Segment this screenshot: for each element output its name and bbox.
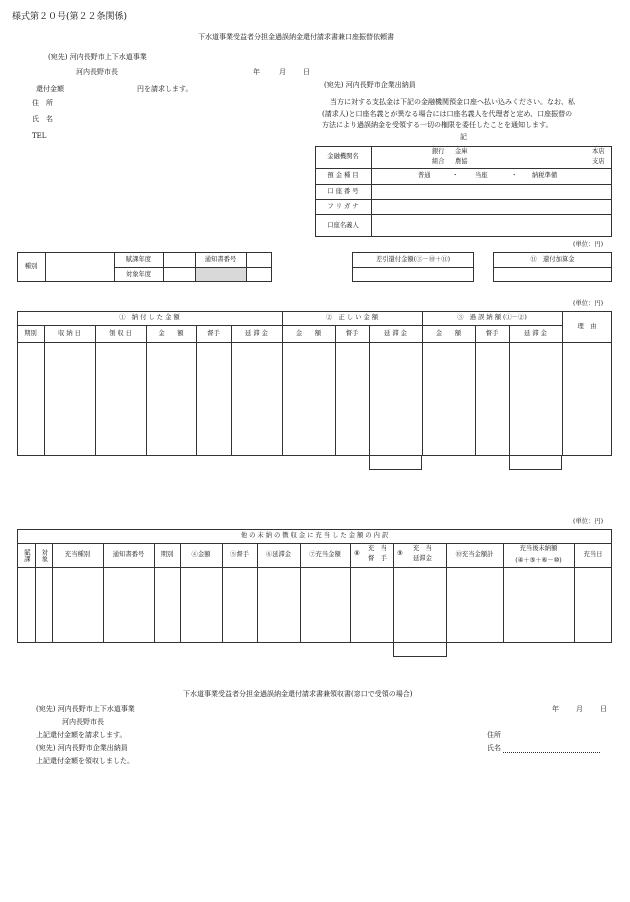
h2-entai: ⑥延滞金 (265, 551, 292, 559)
h-tokusoku-2: 督手 (345, 329, 359, 337)
cashier-to: (宛先) 河内長野市企業出納員 (324, 81, 416, 89)
fuka-nendo-label: 賦課年度 (125, 255, 152, 263)
notice-line-3: 方法により過誤納金を受領する一切の権限を委任したことを通知します。 (322, 121, 553, 129)
h2-9-c: 延滞金 (413, 555, 432, 562)
receipt-name-line (503, 752, 600, 753)
group-paid: ① 納 付 し た 金 額 (119, 314, 180, 322)
addressee-to: (宛先) 河内長野市上下水道事業 (48, 53, 147, 61)
shubetsu-label: 種別 (24, 263, 38, 271)
h2-juto: ⑦充当金額 (309, 551, 341, 559)
table1-subtotal (369, 455, 422, 470)
notice-line-1: 当方に対する支払金は下記の金融機関預金口座へ払い込みください。なお、私 (330, 98, 575, 106)
applicant-tel: TEL (32, 132, 47, 140)
account-no-label: 口 座 番 号 (327, 187, 359, 195)
unit-label-3: (単位：円) (573, 518, 604, 525)
receipt-line2: 上記還付金額を領収しました。 (36, 757, 134, 765)
h-nofu: 収 納 日 (58, 329, 81, 337)
h2-9-num: ⑨ (397, 550, 403, 557)
h2-9-b: 充 当 (413, 545, 432, 552)
ki-label: 記 (460, 133, 467, 141)
date-day: 日 (303, 68, 310, 76)
h-entai-2: 延 滞 金 (384, 329, 407, 337)
receipt-line1: 上記還付金額を請求します。 (36, 731, 127, 739)
date-month: 月 (279, 68, 286, 76)
receipt-mayor: 河内長野市長 (62, 718, 104, 726)
receipt-name: 氏名 (487, 744, 501, 752)
receipt-to: (宛先) 河内長野市上下水道事業 (36, 705, 135, 713)
sashihiki-label: 差引還付金額(③－⑩＋⑪) (375, 255, 451, 263)
receipt-address: 住所 (487, 731, 501, 739)
h2-no: 通知書番号 (112, 551, 145, 559)
h-entai-3: 延 滞 金 (524, 329, 547, 337)
bank-honten: 本店 (592, 148, 605, 155)
refund-suffix: 円を請求します。 (137, 85, 193, 93)
h2-8-c: 督 手 (368, 555, 387, 562)
kasan-label: ⑪ 還付加算金 (530, 255, 575, 263)
addressee-mayor: 河内長野市長 (76, 68, 118, 76)
applicant-name: 氏 名 (32, 115, 53, 123)
bank-type-bank: 銀行 (432, 148, 445, 155)
h-kingaku-1: 金 額 (158, 329, 184, 337)
h-tokusoku-1: 督手 (207, 329, 220, 337)
h2-kibetsu: 期別 (160, 551, 174, 559)
h2-8-num: ⑧ (354, 550, 360, 557)
h-entai-1: 延 滞 金 (245, 329, 268, 337)
unit-label-1: (単位：円) (573, 241, 604, 248)
h2-kingaku: ④金額 (191, 551, 211, 559)
applicant-address: 住 所 (32, 99, 53, 107)
unit-label-2: (単位：円) (573, 300, 604, 307)
sep-2: ・ (511, 172, 518, 179)
h-tokusoku-3: 督手 (485, 329, 499, 337)
tsuchi-no-label: 通知書番号 (204, 255, 237, 263)
receipt-year: 年 (552, 705, 559, 713)
form-title: 下水道事業受益者分担金過誤納金還付請求書兼口座振替依頼書 (198, 33, 394, 41)
receipt-day: 日 (600, 705, 607, 713)
table2-title: 他 の 未 納 の 徴 収 金 に 充 当 し た 金 額 の 内 訳 (240, 532, 389, 540)
taisho-nendo-label: 対象年度 (125, 270, 152, 278)
reason-header: 理 由 (577, 322, 597, 330)
h2-date: 充当日 (583, 551, 603, 559)
bank-type-nokyo: 農協 (455, 158, 468, 165)
bank-type-kumiai: 組合 (432, 158, 445, 165)
notice-line-2: (請求人)と口座名義とが異なる場合には口座名義人を代理者と定め、口座振替の (322, 110, 573, 118)
holder-label: 口座名義人 (327, 221, 359, 229)
furigana-label: フ リ ガ ナ (327, 202, 359, 210)
deposit-type-label: 預 金 種 目 (327, 172, 359, 180)
receipt-to2: (宛先) 河内長野市企業出納員 (36, 744, 128, 752)
h2-8-b: 充 当 (368, 545, 387, 552)
group-correct: ② 正 し い 金 額 (325, 314, 379, 322)
h2-tokusoku: ⑤督手 (230, 551, 249, 559)
h2-juto-total: ⑩充当金額計 (455, 551, 494, 559)
h2-after: 充当後未納額 (519, 545, 558, 553)
h2-taisho: 対象 (40, 548, 48, 562)
date-year: 年 (253, 68, 260, 76)
refund-label: 還付金額 (36, 85, 64, 93)
deposit-toza: 当座 (475, 172, 488, 179)
deposit-futsu: 普通 (418, 172, 431, 179)
receipt-month: 月 (576, 705, 583, 713)
group-overpaid: ③ 過 誤 納 額 (①－②) (457, 314, 527, 322)
h-kingaku-3: 金 額 (435, 329, 462, 337)
h2-fuka: 賦課 (22, 548, 30, 562)
form-id: 様式第２０号(第２２条関係) (12, 12, 128, 22)
bank-shiten: 支店 (592, 158, 605, 165)
bank-institution-label: 金融機関名 (327, 153, 359, 161)
h-ryoshu: 領 収 日 (109, 329, 132, 337)
bank-type-shinkin: 金庫 (455, 148, 468, 155)
table2-total (393, 642, 447, 657)
sep-1: ・ (452, 172, 459, 179)
receipt-title: 下水道事業受益者分担金過誤納金還付請求書兼領収書(窓口で受領の場合) (183, 690, 413, 698)
h-kibetsu: 期別 (24, 329, 37, 337)
h2-kind: 充当種別 (64, 551, 91, 559)
h2-after-formula: (④＋⑤＋⑥－⑩) (515, 557, 562, 565)
h-kingaku-2: 金 額 (295, 329, 322, 337)
deposit-nozei: 納税準備 (532, 172, 558, 179)
table1-total (509, 455, 562, 470)
